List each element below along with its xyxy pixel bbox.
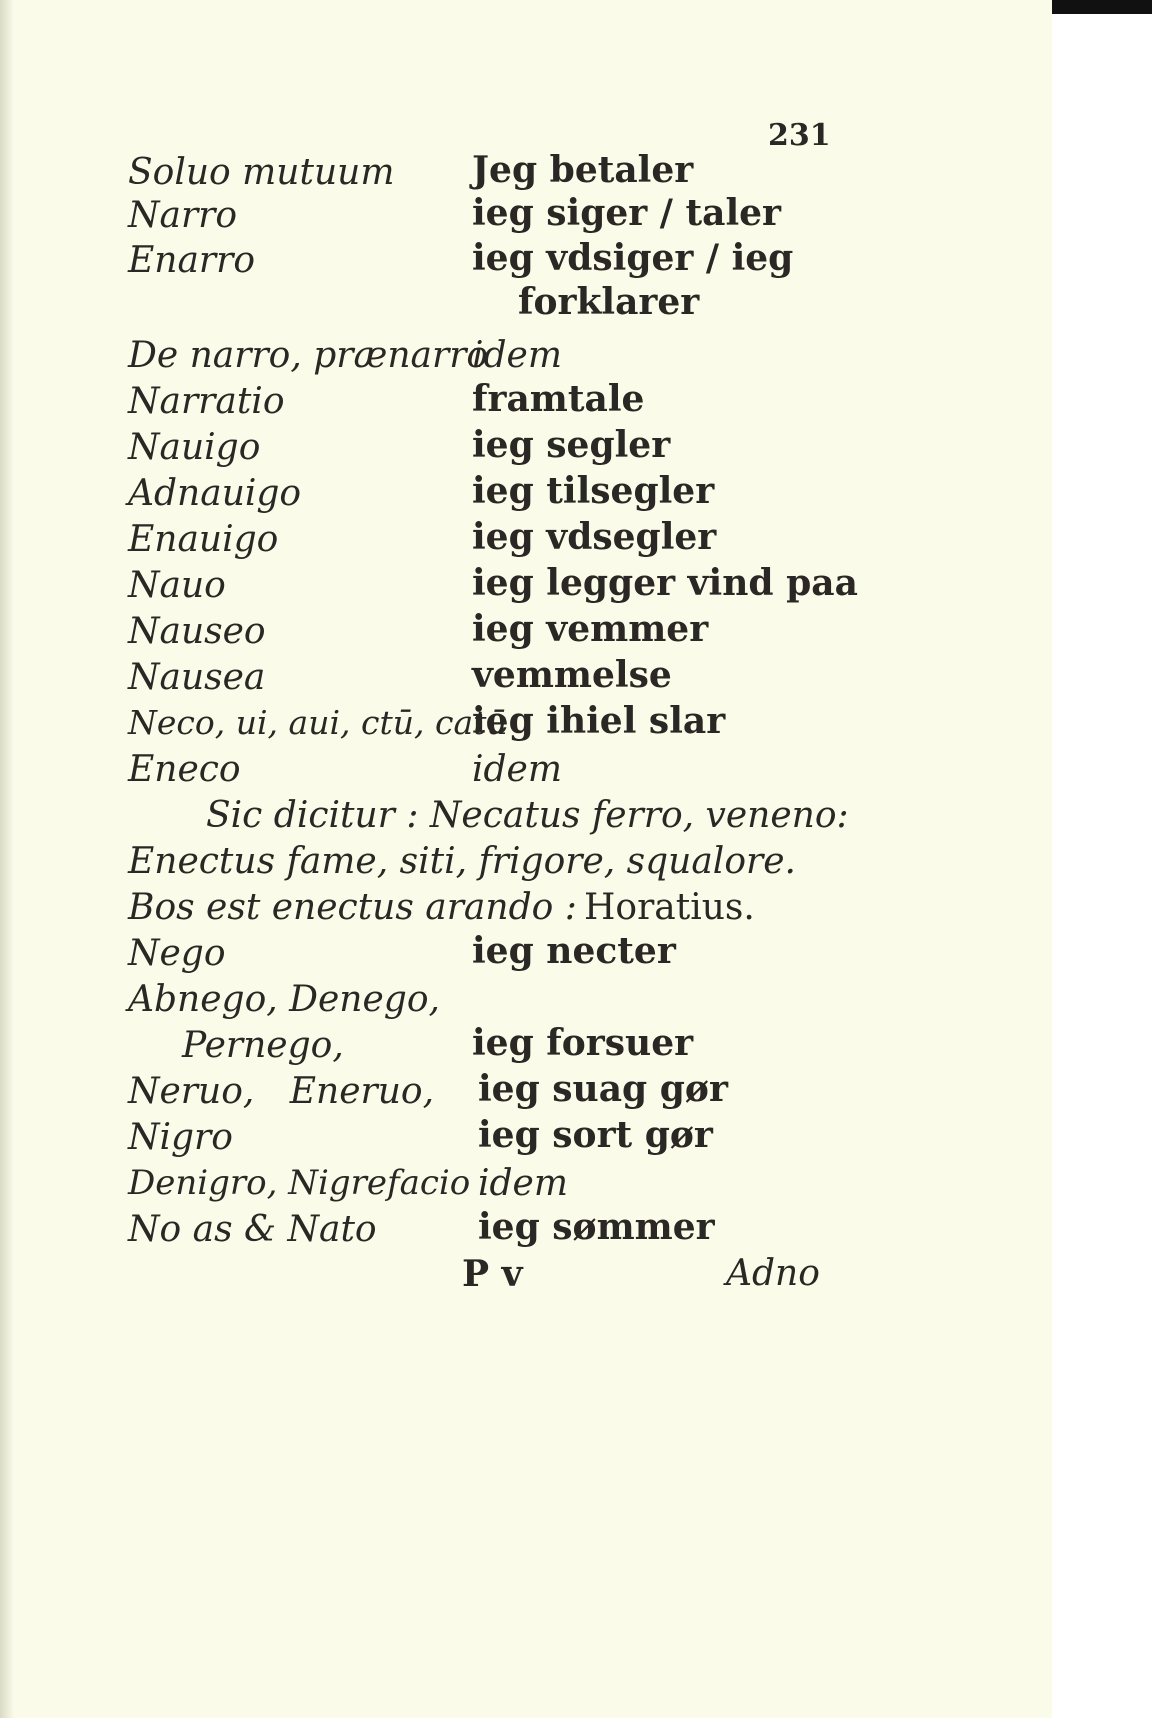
danish-gloss-continuation: forklarer <box>518 281 700 323</box>
danish-gloss: framtale <box>472 378 645 420</box>
danish-gloss: ieg tilsegler <box>472 470 715 512</box>
latin-headword: Narratio <box>128 381 285 422</box>
example-sentence: Enectus fame, siti, frigore, squalore. <box>128 841 796 882</box>
danish-gloss: ieg legger vind paa <box>472 562 858 604</box>
latin-headword: Enauigo <box>128 519 279 560</box>
latin-headword: Nausea <box>128 657 266 698</box>
latin-headword: Neruo, Eneruo, <box>128 1071 435 1112</box>
signature-mark: P v <box>462 1253 523 1295</box>
danish-gloss: ieg vemmer <box>472 608 709 650</box>
page-number: 231 <box>768 118 831 153</box>
danish-gloss: ieg necter <box>472 930 676 972</box>
latin-headword: No as & Nato <box>128 1209 377 1250</box>
danish-gloss: idem <box>472 335 562 376</box>
danish-gloss: ieg suag gør <box>478 1068 728 1110</box>
latin-headword: Narro <box>128 195 238 236</box>
danish-gloss: ieg sømmer <box>478 1206 715 1248</box>
latin-headword: Eneco <box>128 749 241 790</box>
latin-headword: Adnauigo <box>128 473 302 514</box>
danish-gloss: ieg sort gør <box>478 1114 713 1156</box>
latin-headword: Nauseo <box>128 611 266 652</box>
danish-gloss: Jeg betaler <box>472 149 694 191</box>
spine-shadow <box>0 0 14 1718</box>
latin-headword: Soluo mutuum <box>128 152 395 193</box>
danish-gloss: idem <box>472 749 562 790</box>
danish-gloss: ieg forsuer <box>472 1022 694 1064</box>
example-sentence: Sic dicitur : Necatus ferro, veneno: <box>206 795 849 836</box>
catchword: Adno <box>726 1253 820 1294</box>
latin-headword: De narro, prænarro <box>128 335 489 376</box>
danish-gloss: idem <box>478 1163 568 1204</box>
danish-gloss: ieg vdsiger / ieg <box>472 237 794 279</box>
page-margin-right <box>1052 0 1152 1718</box>
latin-headword: Nauigo <box>128 427 261 468</box>
example-sentence: Bos est enectus arando : <box>128 887 577 928</box>
latin-headword: Denigro, Nigrefacio <box>128 1163 471 1203</box>
danish-gloss: ieg siger / taler <box>472 192 781 234</box>
example-source: Horatius. <box>584 887 755 928</box>
latin-headword: Neco, ui, aui, ctū, catū <box>128 703 508 742</box>
latin-headword: Enarro <box>128 240 256 281</box>
latin-headword: Abnego, Denego, <box>128 979 440 1020</box>
danish-gloss: ieg segler <box>472 424 671 466</box>
scan-edge <box>1052 0 1152 14</box>
latin-headword: Nego <box>128 933 226 974</box>
danish-gloss: vemmelse <box>472 654 672 696</box>
latin-headword: Nauo <box>128 565 226 606</box>
latin-headword: Pernego, <box>182 1025 344 1066</box>
danish-gloss: ieg vdsegler <box>472 516 717 558</box>
latin-headword: Nigro <box>128 1117 233 1158</box>
danish-gloss: ieg ihiel slar <box>472 700 726 742</box>
